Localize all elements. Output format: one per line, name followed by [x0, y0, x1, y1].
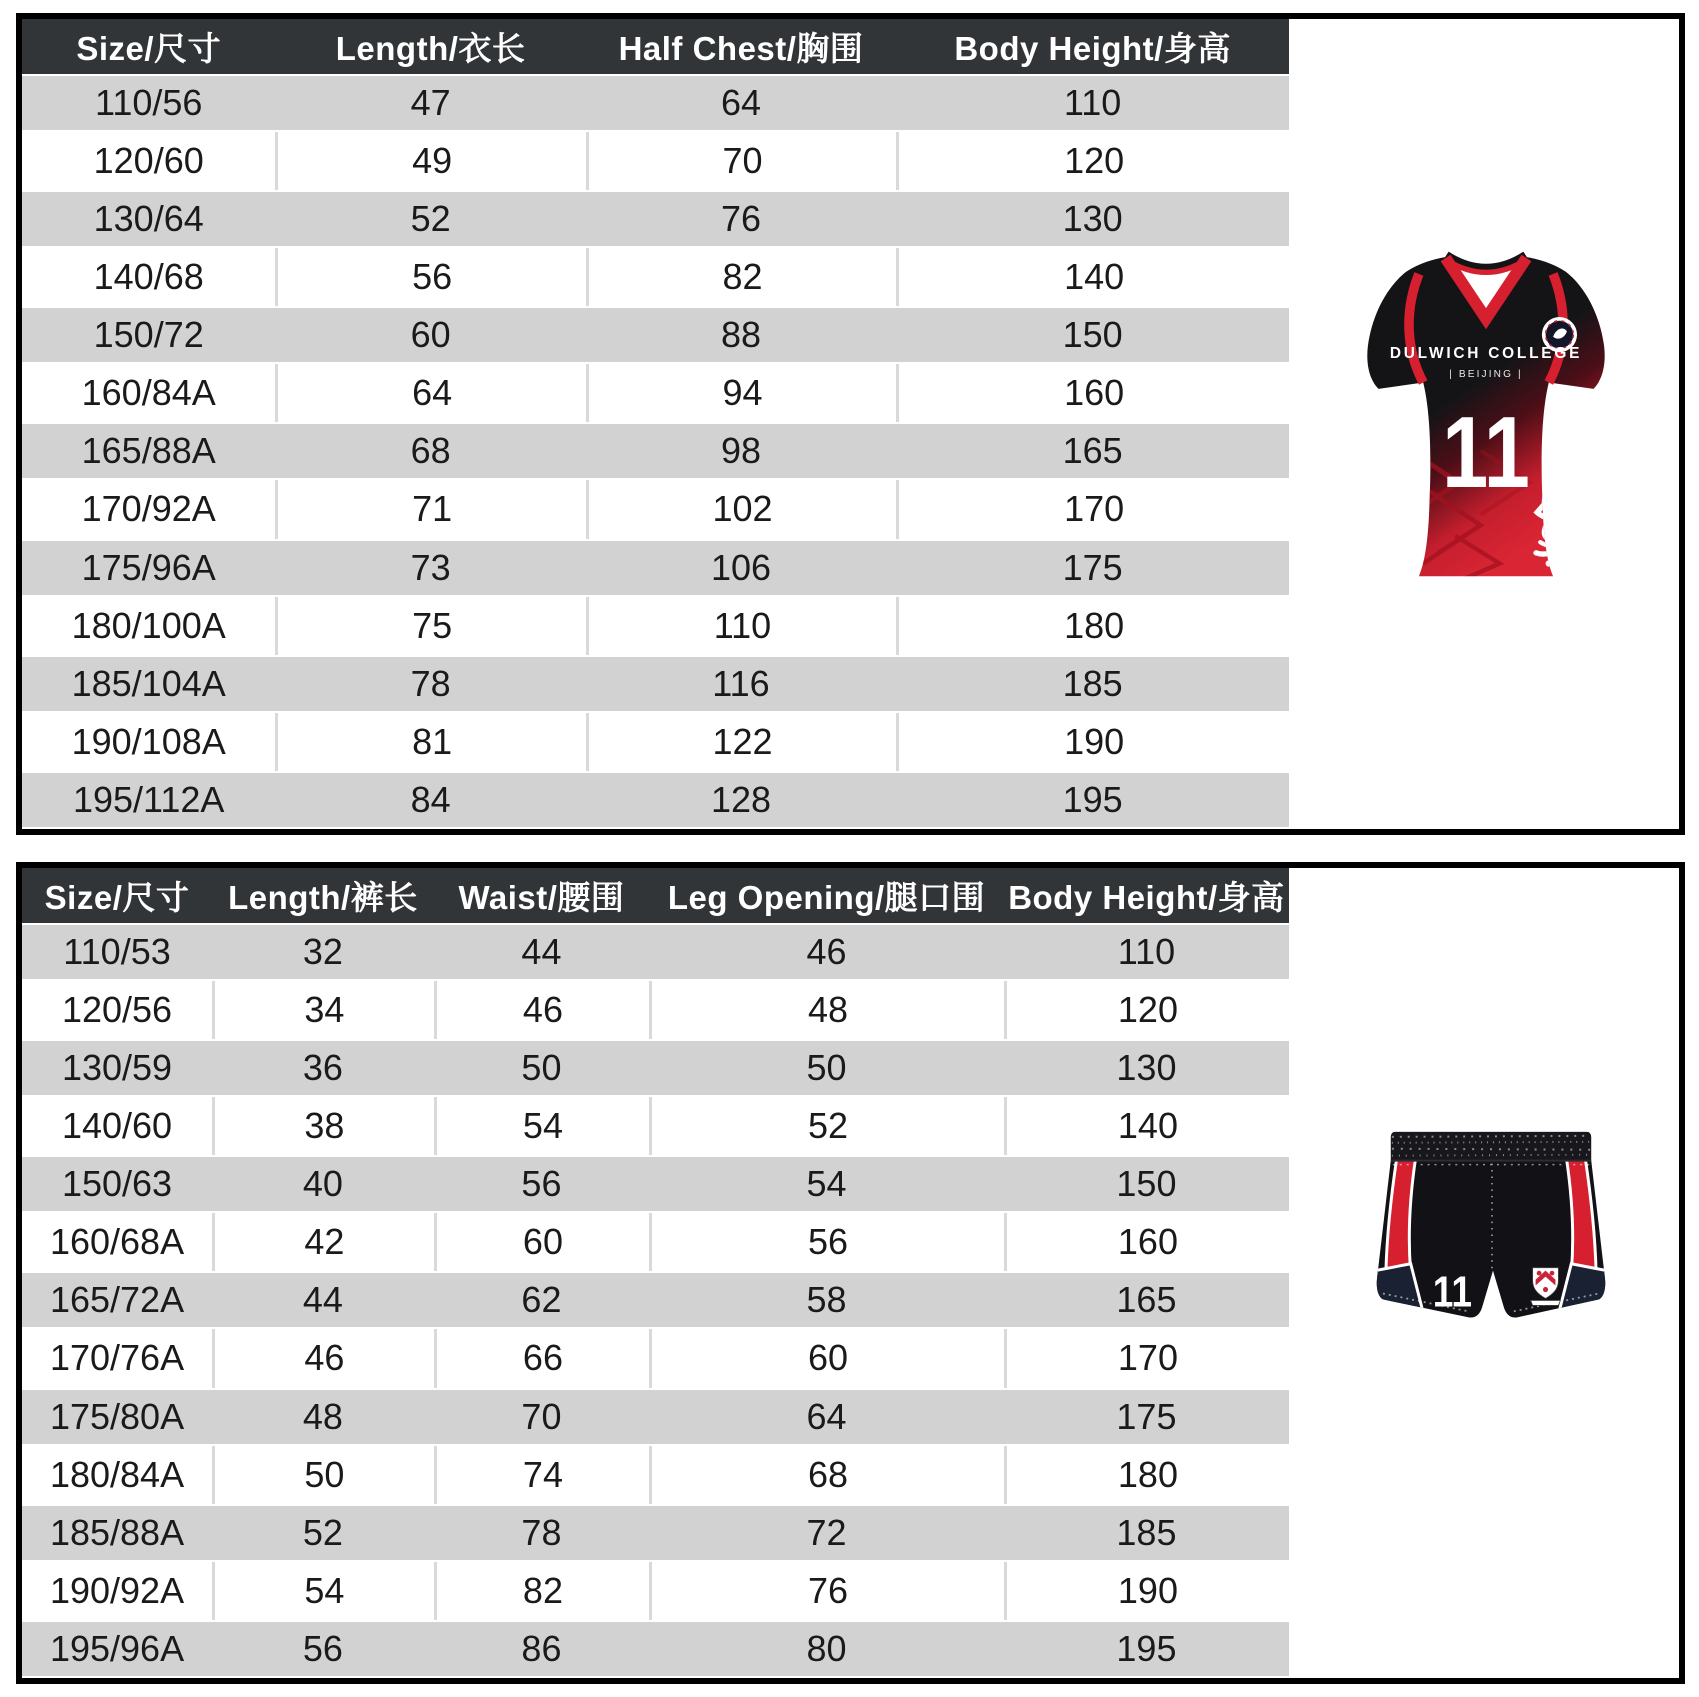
- table-cell: 46: [434, 981, 649, 1039]
- table-cell: 38: [212, 1097, 434, 1155]
- table-cell: 64: [275, 364, 585, 422]
- table-cell: 140: [896, 248, 1289, 306]
- table-cell: 34: [212, 981, 434, 1039]
- table-cell: 94: [586, 364, 896, 422]
- table-cell: 170: [896, 480, 1289, 538]
- table-cell: 75: [275, 597, 585, 655]
- table-cell: 110: [1004, 923, 1289, 981]
- table-cell: 130: [896, 190, 1289, 248]
- table-cell: 52: [212, 1504, 434, 1562]
- column-header: Length/裤长: [212, 868, 434, 923]
- table-row: [22, 248, 1289, 306]
- table-cell: 76: [586, 190, 896, 248]
- table-cell: 165: [1004, 1271, 1289, 1329]
- table-cell: 46: [212, 1329, 434, 1387]
- table-cell: 42: [212, 1213, 434, 1271]
- jersey-size-table: [22, 19, 1289, 829]
- table-cell: 110/53: [22, 923, 212, 981]
- shorts-size-table: [22, 868, 1289, 1678]
- table-cell: 150: [1004, 1155, 1289, 1213]
- shorts-figure-area: [1289, 868, 1679, 1678]
- table-cell: 72: [649, 1504, 1004, 1562]
- table-row: [22, 923, 1289, 981]
- table-cell: 160/68A: [22, 1213, 212, 1271]
- table-row: [22, 1213, 1289, 1271]
- table-row: [22, 597, 1289, 655]
- jersey-panel: [16, 13, 1685, 835]
- table-cell: 160/84A: [22, 364, 275, 422]
- shorts-number: 11: [1432, 1266, 1472, 1317]
- table-cell: 58: [649, 1271, 1004, 1329]
- table-cell: 195/112A: [22, 771, 275, 829]
- table-cell: 140/68: [22, 248, 275, 306]
- jersey-brand-text: DULWICH COLLEGE: [1389, 345, 1583, 363]
- table-cell: 86: [434, 1620, 649, 1678]
- table-cell: 165/72A: [22, 1271, 212, 1329]
- table-cell: 185: [896, 655, 1289, 713]
- table-row: [22, 1329, 1289, 1387]
- table-cell: 78: [275, 655, 585, 713]
- table-row: [22, 1446, 1289, 1504]
- table-cell: 110: [586, 597, 896, 655]
- table-cell: 56: [212, 1620, 434, 1678]
- table-cell: 185/104A: [22, 655, 275, 713]
- table-cell: 120: [896, 132, 1289, 190]
- table-cell: 98: [586, 422, 896, 480]
- table-cell: 185/88A: [22, 1504, 212, 1562]
- table-row: [22, 1504, 1289, 1562]
- table-cell: 52: [275, 190, 585, 248]
- table-cell: 88: [586, 306, 896, 364]
- column-header: Size/尺寸: [22, 868, 212, 923]
- column-header: Body Height/身高: [1004, 868, 1289, 923]
- table-cell: 165/88A: [22, 422, 275, 480]
- table-cell: 32: [212, 923, 434, 981]
- table-cell: 54: [649, 1155, 1004, 1213]
- table-cell: 54: [434, 1097, 649, 1155]
- table-row: [22, 1562, 1289, 1620]
- table-cell: 60: [275, 306, 585, 364]
- table-cell: 150: [896, 306, 1289, 364]
- table-cell: 180: [896, 597, 1289, 655]
- table-cell: 120/56: [22, 981, 212, 1039]
- jersey-location-text: | BEIJING |: [1449, 369, 1523, 381]
- table-cell: 130/59: [22, 1039, 212, 1097]
- table-row: [22, 74, 1289, 132]
- jersey-product-image: [1321, 231, 1651, 583]
- table-row: [22, 480, 1289, 538]
- table-cell: 170/76A: [22, 1329, 212, 1387]
- table-cell: 56: [275, 248, 585, 306]
- table-row: [22, 1097, 1289, 1155]
- table-cell: 47: [275, 74, 585, 132]
- table-cell: 165: [896, 422, 1289, 480]
- table-cell: 130: [1004, 1039, 1289, 1097]
- table-row: [22, 1271, 1289, 1329]
- table-cell: 170: [1004, 1329, 1289, 1387]
- table-cell: 74: [434, 1446, 649, 1504]
- table-cell: 54: [212, 1562, 434, 1620]
- column-header: Half Chest/胸围: [586, 19, 896, 74]
- column-header: Length/衣长: [275, 19, 585, 74]
- table-cell: 190: [896, 713, 1289, 771]
- table-cell: 81: [275, 713, 585, 771]
- table-cell: 68: [649, 1446, 1004, 1504]
- table-cell: 40: [212, 1155, 434, 1213]
- table-cell: 190: [1004, 1562, 1289, 1620]
- table-cell: 106: [586, 539, 896, 597]
- table-cell: 195: [1004, 1620, 1289, 1678]
- table-cell: 175: [896, 539, 1289, 597]
- table-cell: 49: [275, 132, 585, 190]
- jersey-lion-graphic: [1536, 461, 1604, 563]
- table-cell: 56: [434, 1155, 649, 1213]
- table-cell: 71: [275, 480, 585, 538]
- table-cell: 130/64: [22, 190, 275, 248]
- jersey-figure-area: [1289, 19, 1679, 829]
- table-cell: 185: [1004, 1504, 1289, 1562]
- table-cell: 50: [212, 1446, 434, 1504]
- table-cell: 122: [586, 713, 896, 771]
- table-cell: 48: [649, 981, 1004, 1039]
- shorts-product-image: [1357, 1120, 1625, 1348]
- table-row: [22, 1039, 1289, 1097]
- table-cell: 160: [896, 364, 1289, 422]
- table-row: [22, 981, 1289, 1039]
- table-cell: 64: [649, 1388, 1004, 1446]
- table-row: [22, 1155, 1289, 1213]
- table-cell: 62: [434, 1271, 649, 1329]
- table-cell: 175/96A: [22, 539, 275, 597]
- jersey-number: 11: [1442, 394, 1530, 509]
- table-cell: 140/60: [22, 1097, 212, 1155]
- shorts-waistband: [1389, 1130, 1593, 1161]
- table-cell: 116: [586, 655, 896, 713]
- table-cell: 73: [275, 539, 585, 597]
- table-cell: 36: [212, 1039, 434, 1097]
- table-cell: 84: [275, 771, 585, 829]
- table-cell: 44: [434, 923, 649, 981]
- table-cell: 102: [586, 480, 896, 538]
- table-cell: 180: [1004, 1446, 1289, 1504]
- table-cell: 120: [1004, 981, 1289, 1039]
- table-row: [22, 1388, 1289, 1446]
- table-row: [22, 771, 1289, 829]
- table-row: [22, 655, 1289, 713]
- table-cell: 60: [649, 1329, 1004, 1387]
- table-cell: 60: [434, 1213, 649, 1271]
- table-cell: 110/56: [22, 74, 275, 132]
- table-row: [22, 132, 1289, 190]
- table-cell: 150/72: [22, 306, 275, 364]
- table-cell: 150/63: [22, 1155, 212, 1213]
- table-cell: 44: [212, 1271, 434, 1329]
- table-cell: 50: [649, 1039, 1004, 1097]
- table-cell: 64: [586, 74, 896, 132]
- table-cell: 195: [896, 771, 1289, 829]
- jersey-table-header-row: [22, 19, 1289, 74]
- column-header: Size/尺寸: [22, 19, 275, 74]
- shorts-panel: [16, 862, 1685, 1684]
- table-row: [22, 190, 1289, 248]
- table-cell: 50: [434, 1039, 649, 1097]
- table-cell: 110: [896, 74, 1289, 132]
- shorts-table-header-row: [22, 868, 1289, 923]
- table-cell: 46: [649, 923, 1004, 981]
- table-cell: 128: [586, 771, 896, 829]
- column-header: Leg Opening/腿口围: [649, 868, 1004, 923]
- table-row: [22, 1620, 1289, 1678]
- jersey-table-body: [22, 74, 1289, 829]
- table-cell: 82: [586, 248, 896, 306]
- table-cell: 175/80A: [22, 1388, 212, 1446]
- table-cell: 78: [434, 1504, 649, 1562]
- table-row: [22, 713, 1289, 771]
- shorts-table-body: [22, 923, 1289, 1678]
- table-cell: 48: [212, 1388, 434, 1446]
- table-cell: 70: [434, 1388, 649, 1446]
- table-cell: 160: [1004, 1213, 1289, 1271]
- table-cell: 170/92A: [22, 480, 275, 538]
- table-cell: 120/60: [22, 132, 275, 190]
- table-cell: 56: [649, 1213, 1004, 1271]
- column-header: Body Height/身高: [896, 19, 1289, 74]
- table-cell: 68: [275, 422, 585, 480]
- table-cell: 175: [1004, 1388, 1289, 1446]
- table-row: [22, 306, 1289, 364]
- table-cell: 180/100A: [22, 597, 275, 655]
- table-row: [22, 364, 1289, 422]
- table-cell: 66: [434, 1329, 649, 1387]
- table-row: [22, 422, 1289, 480]
- table-row: [22, 539, 1289, 597]
- table-cell: 195/96A: [22, 1620, 212, 1678]
- table-cell: 76: [649, 1562, 1004, 1620]
- table-cell: 190/108A: [22, 713, 275, 771]
- table-cell: 82: [434, 1562, 649, 1620]
- table-cell: 190/92A: [22, 1562, 212, 1620]
- table-cell: 52: [649, 1097, 1004, 1155]
- table-cell: 70: [586, 132, 896, 190]
- table-cell: 180/84A: [22, 1446, 212, 1504]
- table-cell: 80: [649, 1620, 1004, 1678]
- column-header: Waist/腰围: [434, 868, 649, 923]
- table-cell: 140: [1004, 1097, 1289, 1155]
